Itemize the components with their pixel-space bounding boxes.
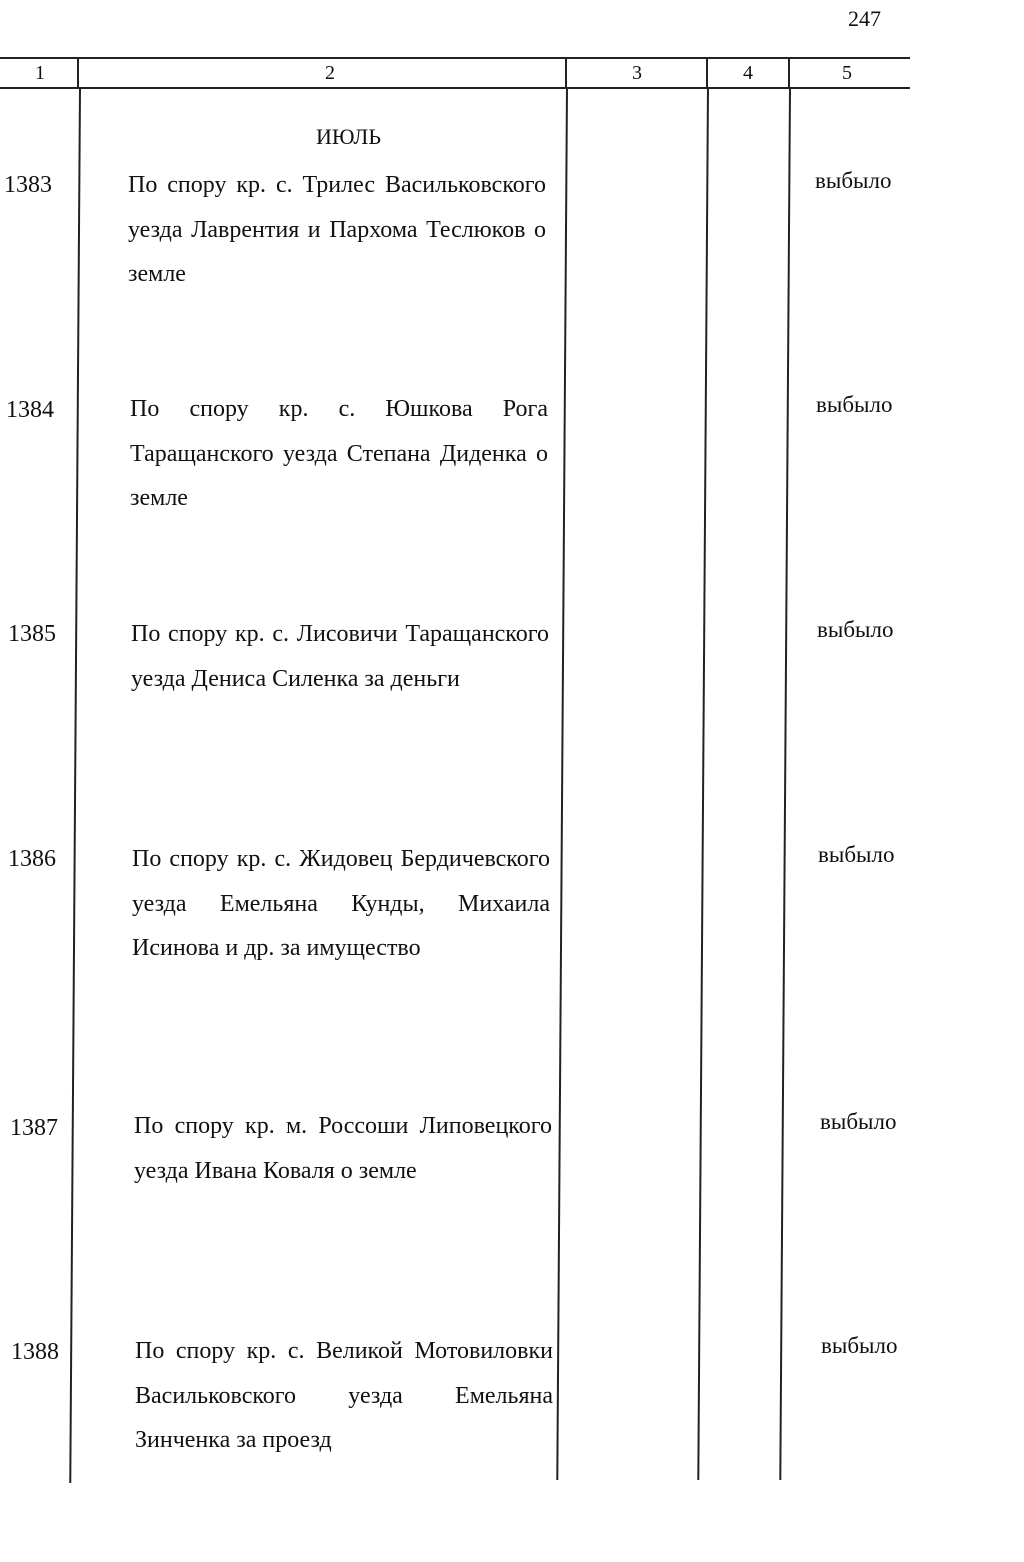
- record-number: 1383: [4, 172, 52, 198]
- section-title: ИЮЛЬ: [316, 124, 381, 149]
- column-header-2: 2: [325, 62, 335, 84]
- record-description: По спору кр. с. Трилес Васильковского уезда Лаврентия и Пархома Теслюков о земле: [128, 172, 546, 287]
- column-divider: [788, 59, 790, 89]
- page-number: 247: [848, 6, 881, 31]
- record-number: 1386: [8, 846, 56, 872]
- column-divider: [565, 59, 567, 89]
- column-divider: [77, 59, 79, 89]
- column-divider: [69, 88, 80, 1483]
- column-divider: [706, 59, 708, 89]
- record-status: выбыло: [815, 168, 892, 193]
- record-description: По спору кр. с. Лисовичи Таращанского уезда Дениса Силенка за деньги: [131, 621, 549, 692]
- record-status: выбыло: [816, 392, 893, 417]
- column-header-5: 5: [842, 62, 852, 84]
- column-header-3: 3: [632, 62, 642, 84]
- record-description: По спору кр. м. Россоши Липовецкого уезда Ивана Коваля о земле: [134, 1113, 552, 1184]
- column-divider: [556, 88, 567, 1480]
- record-description: По спору кр. с. Юшкова Рога Таращанского уезда Степана Диденка о земле: [130, 396, 548, 511]
- column-divider: [779, 88, 790, 1480]
- record-status: выбыло: [817, 617, 894, 642]
- record-description: По спору кр. с. Жидовец Бердичевского уезда Емельяна Кунды, Михаила Исинова и др. за имущество: [132, 846, 550, 961]
- record-status: выбыло: [821, 1333, 898, 1358]
- record-description: По спору кр. с. Великой Мотовиловки Васильковского уезда Емельяна Зинченка за проезд: [135, 1338, 553, 1453]
- record-number: 1388: [11, 1339, 59, 1365]
- column-divider: [697, 88, 708, 1480]
- column-header-1: 1: [35, 62, 45, 84]
- table-top-rule: [0, 57, 910, 59]
- column-header-4: 4: [743, 62, 753, 84]
- record-status: выбыло: [820, 1109, 897, 1134]
- record-number: 1387: [10, 1115, 58, 1141]
- record-number: 1384: [6, 397, 54, 423]
- record-number: 1385: [8, 621, 56, 647]
- table-header-rule: [0, 87, 910, 89]
- record-status: выбыло: [818, 842, 895, 867]
